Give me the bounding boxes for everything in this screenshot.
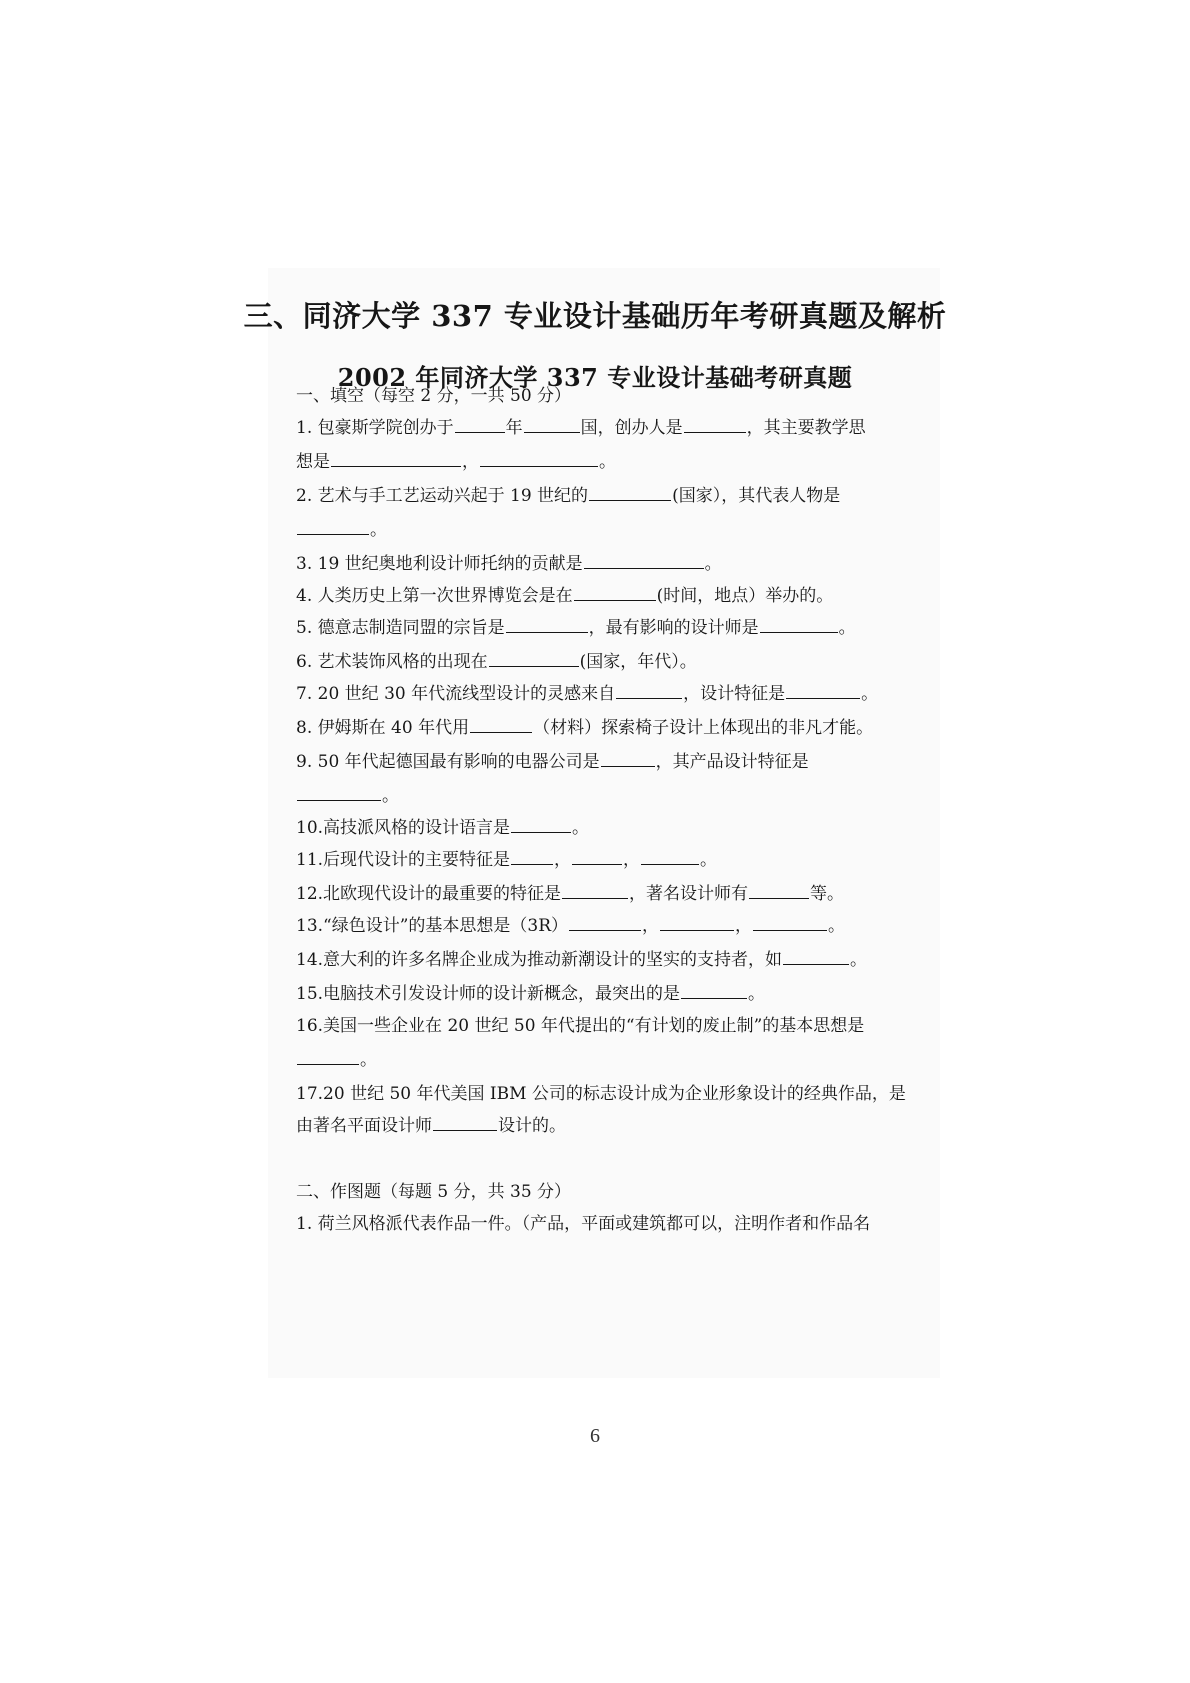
blank	[480, 450, 598, 467]
blank	[574, 584, 656, 601]
question-15: 15.电脑技术引发设计师的设计新概念，最突出的是 。	[296, 984, 766, 1004]
question-6: 6. 艺术装饰风格的出现在 (国家，年代）。	[296, 652, 697, 672]
question-1-line-2: 想是 ， 。	[296, 452, 616, 472]
section-1-heading: 一、填空（每空 2 分，一共 50 分）	[296, 386, 572, 406]
blank	[433, 1114, 497, 1131]
question-2-line-1: 2. 艺术与手工艺运动兴起于 19 世纪的 (国家），其代表人物是	[296, 486, 841, 506]
blank	[511, 848, 553, 865]
question-1-line-1: 1. 包豪斯学院创办于 年 国，创办人是 ，其主要教学思	[296, 418, 866, 438]
question-16-line-1: 16.美国一些企业在 20 世纪 50 年代提出的“有计划的废止制”的基本思想是	[296, 1016, 865, 1036]
blank	[783, 948, 849, 965]
blank	[641, 848, 699, 865]
blank	[297, 784, 381, 801]
blank	[589, 484, 671, 501]
question-12: 12.北欧现代设计的最重要的特征是 ，著名设计师有 等。	[296, 884, 845, 904]
blank	[511, 816, 571, 833]
blank	[572, 848, 622, 865]
blank	[562, 882, 628, 899]
blank	[786, 682, 860, 699]
blank	[297, 518, 369, 535]
question-11: 11.后现代设计的主要特征是 ， ， 。	[296, 850, 718, 870]
question-5: 5. 德意志制造同盟的宗旨是 ，最有影响的设计师是 。	[296, 618, 856, 638]
blank	[616, 682, 682, 699]
question-17-line-1: 17.20 世纪 50 年代美国 IBM 公司的标志设计成为企业形象设计的经典作品，是	[296, 1084, 906, 1104]
blank	[524, 416, 580, 433]
page-number: 6	[590, 1425, 600, 1447]
main-heading: 三、同济大学 337 专业设计基础历年考研真题及解析	[243, 299, 947, 333]
question-8: 8. 伊姆斯在 40 年代用 （材料）探索椅子设计上体现出的非凡才能。	[296, 718, 874, 738]
question-14: 14.意大利的许多名牌企业成为推动新潮设计的坚实的支持者，如 。	[296, 950, 868, 970]
blank	[331, 450, 461, 467]
question-16-line-2: 。	[296, 1048, 944, 1072]
blank	[760, 616, 838, 633]
question-3: 3. 19 世纪奥地利设计师托纳的贡献是 。	[296, 554, 722, 574]
blank	[749, 882, 809, 899]
question-7: 7. 20 世纪 30 年代流线型设计的灵感来自 ，设计特征是 。	[296, 684, 879, 704]
blank	[753, 914, 827, 931]
question-4: 4. 人类历史上第一次世界博览会是在 (时间，地点）举办的。	[296, 586, 834, 606]
blank	[681, 982, 747, 999]
blank	[297, 1048, 359, 1065]
blank	[601, 750, 655, 767]
blank	[455, 416, 505, 433]
sub-heading: 2002 年同济大学 337 专业设计基础考研真题	[337, 363, 853, 392]
blank	[470, 716, 532, 733]
blank	[584, 552, 704, 569]
blank	[569, 914, 641, 931]
blank	[660, 914, 734, 931]
question-13: 13.“绿色设计”的基本思想是（3R） ， ， 。	[296, 916, 846, 936]
question-10: 10.高技派风格的设计语言是 。	[296, 818, 590, 838]
blank	[506, 616, 588, 633]
section-2-heading: 二、作图题（每题 5 分，共 35 分）	[296, 1182, 572, 1202]
question-9-line-1: 9. 50 年代起德国最有影响的电器公司是 ，其产品设计特征是	[296, 752, 809, 772]
question-17-line-2: 由著名平面设计师 设计的。	[296, 1116, 566, 1136]
question-9-line-2: 。	[296, 784, 944, 808]
section-2-question-1: 1. 荷兰风格派代表作品一件。（产品，平面或建筑都可以，注明作者和作品名	[296, 1214, 871, 1234]
blank	[684, 416, 746, 433]
question-2-line-2: 。	[296, 518, 944, 542]
blank	[489, 650, 579, 667]
